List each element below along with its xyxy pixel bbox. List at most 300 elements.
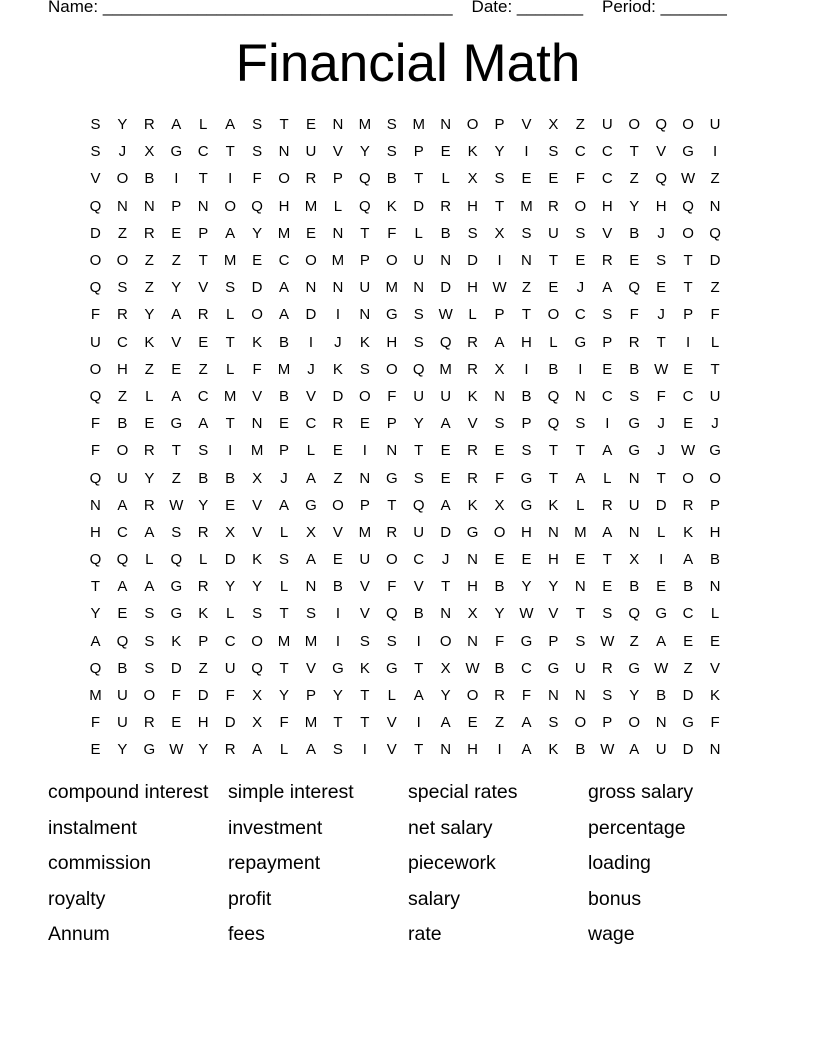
grid-letter[interactable]: M — [223, 252, 237, 270]
grid-letter[interactable]: I — [659, 551, 664, 569]
grid-letter[interactable]: S — [252, 143, 263, 161]
grid-letter[interactable]: O — [493, 523, 506, 541]
grid-letter[interactable]: B — [683, 578, 694, 596]
grid-letter[interactable]: R — [224, 741, 236, 759]
grid-letter[interactable]: N — [628, 469, 640, 487]
grid-letter[interactable]: S — [359, 360, 370, 378]
grid-letter[interactable]: T — [548, 252, 558, 270]
grid-letter[interactable]: B — [144, 170, 155, 188]
grid-letter[interactable]: S — [359, 632, 370, 650]
grid-letter[interactable]: M — [331, 252, 345, 270]
grid-letter[interactable]: A — [305, 741, 316, 759]
grid-letter[interactable]: A — [279, 306, 290, 324]
grid-letter[interactable]: C — [574, 306, 586, 324]
grid-letter[interactable]: K — [467, 387, 478, 405]
grid-letter[interactable]: S — [171, 523, 182, 541]
grid-letter[interactable]: Y — [117, 116, 128, 134]
grid-letter[interactable]: L — [603, 469, 612, 487]
grid-letter[interactable]: A — [305, 469, 316, 487]
grid-letter[interactable]: G — [655, 605, 667, 623]
grid-letter[interactable]: K — [144, 333, 155, 351]
grid-letter[interactable]: U — [359, 551, 371, 569]
grid-letter[interactable]: Y — [198, 741, 209, 759]
grid-letter[interactable]: X — [467, 170, 478, 188]
grid-letter[interactable]: L — [306, 442, 316, 460]
grid-letter[interactable]: Z — [198, 360, 208, 378]
grid-letter[interactable]: T — [575, 442, 585, 460]
grid-letter[interactable]: E — [171, 360, 182, 378]
grid-letter[interactable]: Q — [170, 551, 183, 569]
grid-letter[interactable]: V — [252, 523, 263, 541]
grid-letter[interactable]: X — [494, 360, 505, 378]
grid-letter[interactable]: P — [494, 306, 505, 324]
grid-letter[interactable]: Z — [710, 279, 720, 297]
grid-letter[interactable]: R — [628, 333, 640, 351]
grid-letter[interactable]: C — [224, 632, 236, 650]
grid-letter[interactable]: H — [547, 551, 559, 569]
grid-letter[interactable]: T — [279, 116, 289, 134]
grid-letter[interactable]: B — [440, 224, 451, 242]
grid-letter[interactable]: K — [359, 659, 370, 677]
grid-letter[interactable]: L — [279, 523, 289, 541]
grid-letter[interactable]: P — [710, 496, 721, 514]
grid-letter[interactable]: H — [709, 523, 721, 541]
grid-letter[interactable]: D — [655, 496, 667, 514]
grid-letter[interactable]: Q — [385, 605, 398, 623]
grid-letter[interactable]: H — [197, 714, 209, 732]
grid-letter[interactable]: N — [494, 387, 505, 405]
grid-letter[interactable]: M — [89, 687, 102, 705]
grid-letter[interactable]: X — [252, 714, 263, 732]
grid-letter[interactable]: A — [521, 714, 532, 732]
grid-letter[interactable]: O — [278, 170, 290, 188]
grid-letter[interactable]: G — [466, 523, 479, 541]
grid-letter[interactable]: U — [709, 387, 721, 405]
grid-letter[interactable]: C — [197, 143, 209, 161]
grid-letter[interactable]: X — [305, 523, 316, 541]
grid-letter[interactable]: G — [170, 143, 183, 161]
grid-letter[interactable]: C — [278, 252, 290, 270]
grid-letter[interactable]: E — [440, 143, 451, 161]
grid-letter[interactable]: A — [521, 741, 532, 759]
grid-letter[interactable]: T — [171, 442, 181, 460]
grid-letter[interactable]: C — [116, 333, 128, 351]
grid-letter[interactable]: F — [575, 170, 585, 188]
grid-letter[interactable]: I — [362, 442, 367, 460]
period-blank[interactable]: _______ — [660, 0, 727, 16]
grid-letter[interactable]: B — [629, 578, 640, 596]
grid-letter[interactable]: S — [521, 224, 532, 242]
grid-letter[interactable]: I — [228, 170, 233, 188]
grid-letter[interactable]: H — [521, 333, 532, 351]
grid-letter[interactable]: Q — [412, 496, 425, 514]
grid-letter[interactable]: F — [656, 387, 666, 405]
grid-letter[interactable]: L — [279, 741, 289, 759]
grid-letter[interactable]: F — [387, 578, 397, 596]
grid-letter[interactable]: S — [225, 279, 236, 297]
grid-letter[interactable]: S — [575, 224, 586, 242]
grid-letter[interactable]: L — [199, 551, 208, 569]
grid-letter[interactable]: U — [547, 224, 559, 242]
grid-letter[interactable]: G — [709, 442, 721, 460]
grid-letter[interactable]: O — [116, 442, 129, 460]
grid-letter[interactable]: F — [521, 687, 532, 705]
grid-letter[interactable]: Q — [89, 469, 102, 487]
grid-letter[interactable]: A — [494, 333, 505, 351]
grid-letter[interactable]: J — [657, 224, 665, 242]
grid-letter[interactable]: V — [305, 387, 316, 405]
grid-letter[interactable]: W — [169, 496, 184, 514]
grid-letter[interactable]: C — [601, 143, 613, 161]
grid-letter[interactable]: K — [467, 143, 478, 161]
grid-letter[interactable]: S — [252, 116, 263, 134]
grid-letter[interactable]: G — [305, 496, 317, 514]
grid-letter[interactable]: X — [252, 469, 263, 487]
grid-letter[interactable]: H — [467, 279, 479, 297]
grid-letter[interactable]: D — [332, 387, 344, 405]
grid-letter[interactable]: R — [682, 496, 694, 514]
grid-letter[interactable]: O — [332, 496, 344, 514]
grid-letter[interactable]: P — [494, 116, 505, 134]
grid-letter[interactable]: Z — [144, 252, 154, 270]
grid-letter[interactable]: A — [413, 687, 424, 705]
grid-letter[interactable]: O — [628, 714, 641, 732]
grid-letter[interactable]: C — [601, 387, 613, 405]
grid-letter[interactable]: N — [440, 252, 452, 270]
grid-letter[interactable]: R — [467, 333, 479, 351]
grid-letter[interactable]: U — [116, 714, 128, 732]
grid-letter[interactable]: K — [252, 333, 263, 351]
grid-letter[interactable]: O — [466, 687, 479, 705]
grid-letter[interactable]: N — [197, 197, 209, 215]
grid-letter[interactable]: D — [709, 252, 721, 270]
grid-letter[interactable]: O — [682, 469, 694, 487]
grid-letter[interactable]: E — [629, 252, 640, 270]
grid-letter[interactable]: T — [360, 714, 370, 732]
grid-letter[interactable]: Z — [171, 252, 181, 270]
grid-letter[interactable]: O — [89, 360, 102, 378]
grid-letter[interactable]: F — [90, 714, 101, 732]
grid-letter[interactable]: E — [494, 551, 505, 569]
grid-letter[interactable]: X — [629, 551, 640, 569]
grid-letter[interactable]: H — [386, 333, 398, 351]
grid-letter[interactable]: M — [277, 360, 291, 378]
grid-letter[interactable]: T — [656, 333, 666, 351]
grid-letter[interactable]: E — [198, 333, 209, 351]
grid-letter[interactable]: S — [279, 551, 290, 569]
grid-letter[interactable]: S — [548, 143, 559, 161]
grid-letter[interactable]: O — [682, 116, 694, 134]
grid-letter[interactable]: O — [628, 116, 641, 134]
name-blank[interactable]: _____________________________________ — [102, 0, 453, 16]
grid-letter[interactable]: L — [656, 523, 666, 541]
grid-letter[interactable]: G — [628, 415, 641, 433]
grid-letter[interactable]: Z — [198, 659, 208, 677]
grid-letter[interactable]: L — [710, 605, 720, 623]
grid-letter[interactable]: B — [710, 551, 721, 569]
grid-letter[interactable]: E — [332, 442, 343, 460]
grid-letter[interactable]: T — [494, 197, 505, 215]
grid-letter[interactable]: S — [144, 632, 155, 650]
grid-letter[interactable]: E — [548, 170, 559, 188]
grid-letter[interactable]: P — [279, 442, 290, 460]
grid-letter[interactable]: T — [575, 605, 585, 623]
grid-letter[interactable]: Q — [628, 279, 641, 297]
grid-letter[interactable]: C — [682, 605, 694, 623]
grid-letter[interactable]: K — [198, 605, 209, 623]
grid-letter[interactable]: P — [602, 333, 613, 351]
grid-letter[interactable]: U — [90, 333, 101, 351]
grid-letter[interactable]: E — [602, 360, 613, 378]
grid-letter[interactable]: A — [629, 741, 640, 759]
grid-letter[interactable]: T — [198, 170, 208, 188]
grid-letter[interactable]: S — [494, 415, 505, 433]
grid-letter[interactable]: E — [683, 632, 694, 650]
grid-letter[interactable]: S — [494, 170, 505, 188]
grid-letter[interactable]: B — [279, 333, 290, 351]
grid-letter[interactable]: D — [440, 523, 452, 541]
grid-letter[interactable]: O — [547, 306, 560, 324]
grid-letter[interactable]: A — [225, 116, 236, 134]
grid-letter[interactable]: E — [683, 360, 694, 378]
grid-letter[interactable]: X — [548, 116, 559, 134]
grid-letter[interactable]: Y — [117, 741, 128, 759]
grid-letter[interactable]: F — [90, 442, 101, 460]
grid-letter[interactable]: T — [360, 687, 370, 705]
grid-letter[interactable]: Q — [412, 360, 425, 378]
grid-letter[interactable]: B — [386, 170, 397, 188]
grid-letter[interactable]: K — [548, 741, 559, 759]
grid-letter[interactable]: P — [171, 197, 182, 215]
grid-letter[interactable]: S — [602, 687, 613, 705]
grid-letter[interactable]: G — [574, 333, 587, 351]
grid-letter[interactable]: W — [600, 741, 615, 759]
grid-letter[interactable]: D — [305, 306, 317, 324]
date-blank[interactable]: _______ — [516, 0, 584, 16]
grid-letter[interactable]: Z — [144, 360, 154, 378]
grid-letter[interactable]: A — [117, 496, 128, 514]
grid-letter[interactable]: V — [305, 659, 316, 677]
grid-letter[interactable]: Q — [628, 605, 641, 623]
grid-letter[interactable]: T — [710, 360, 720, 378]
grid-letter[interactable]: H — [467, 578, 479, 596]
grid-letter[interactable]: G — [628, 659, 641, 677]
grid-letter[interactable]: K — [548, 496, 559, 514]
grid-letter[interactable]: R — [601, 659, 613, 677]
grid-letter[interactable]: G — [547, 659, 560, 677]
grid-letter[interactable]: U — [413, 387, 425, 405]
grid-letter[interactable]: V — [252, 496, 263, 514]
grid-letter[interactable]: N — [574, 687, 586, 705]
grid-letter[interactable]: Q — [709, 224, 721, 242]
grid-letter[interactable]: T — [683, 252, 693, 270]
grid-letter[interactable]: Y — [440, 687, 451, 705]
grid-letter[interactable]: B — [117, 415, 128, 433]
grid-letter[interactable]: Y — [171, 279, 182, 297]
grid-letter[interactable]: A — [117, 578, 128, 596]
grid-letter[interactable]: G — [682, 714, 694, 732]
grid-letter[interactable]: A — [252, 741, 263, 759]
grid-letter[interactable]: M — [358, 116, 372, 134]
grid-letter[interactable]: T — [225, 333, 235, 351]
grid-letter[interactable]: R — [601, 252, 613, 270]
grid-letter[interactable]: E — [171, 714, 182, 732]
grid-letter[interactable]: W — [600, 632, 615, 650]
grid-letter[interactable]: L — [225, 306, 235, 324]
grid-letter[interactable]: N — [116, 197, 128, 215]
grid-letter[interactable]: S — [602, 605, 613, 623]
grid-letter[interactable]: M — [250, 442, 264, 460]
grid-letter[interactable]: S — [467, 224, 478, 242]
grid-letter[interactable]: G — [385, 306, 398, 324]
grid-letter[interactable]: W — [654, 360, 669, 378]
grid-letter[interactable]: P — [305, 687, 316, 705]
grid-letter[interactable]: W — [654, 659, 669, 677]
grid-letter[interactable]: S — [305, 605, 316, 623]
grid-letter[interactable]: V — [90, 170, 101, 188]
grid-letter[interactable]: A — [225, 224, 236, 242]
grid-letter[interactable]: T — [387, 496, 397, 514]
grid-letter[interactable]: X — [494, 224, 505, 242]
grid-letter[interactable]: N — [332, 224, 344, 242]
grid-letter[interactable]: N — [628, 523, 640, 541]
grid-letter[interactable]: O — [574, 714, 587, 732]
grid-letter[interactable]: P — [359, 252, 370, 270]
grid-letter[interactable]: I — [524, 143, 529, 161]
grid-letter[interactable]: Z — [575, 116, 585, 134]
grid-letter[interactable]: S — [252, 605, 263, 623]
grid-letter[interactable]: S — [413, 333, 424, 351]
grid-letter[interactable]: O — [439, 632, 452, 650]
grid-letter[interactable]: S — [602, 306, 613, 324]
grid-letter[interactable]: S — [90, 116, 101, 134]
grid-letter[interactable]: A — [171, 116, 182, 134]
grid-letter[interactable]: T — [414, 659, 424, 677]
grid-letter[interactable]: C — [413, 551, 425, 569]
grid-letter[interactable]: C — [574, 143, 586, 161]
grid-letter[interactable]: L — [145, 387, 154, 405]
grid-letter[interactable]: J — [307, 360, 315, 378]
grid-letter[interactable]: D — [224, 551, 236, 569]
grid-letter[interactable]: R — [143, 442, 155, 460]
grid-letter[interactable]: G — [143, 741, 156, 759]
grid-letter[interactable]: E — [279, 415, 290, 433]
grid-letter[interactable]: M — [520, 197, 533, 215]
grid-letter[interactable]: C — [305, 415, 317, 433]
grid-letter[interactable]: J — [657, 415, 665, 433]
grid-letter[interactable]: J — [280, 469, 288, 487]
grid-letter[interactable]: R — [547, 197, 559, 215]
grid-letter[interactable]: E — [683, 415, 694, 433]
grid-letter[interactable]: P — [198, 224, 209, 242]
grid-letter[interactable]: Z — [629, 632, 639, 650]
grid-letter[interactable]: N — [655, 714, 667, 732]
grid-letter[interactable]: P — [332, 170, 343, 188]
grid-letter[interactable]: V — [602, 224, 613, 242]
grid-letter[interactable]: G — [385, 469, 398, 487]
grid-letter[interactable]: I — [497, 252, 502, 270]
grid-letter[interactable]: Z — [710, 170, 720, 188]
grid-letter[interactable]: R — [332, 415, 344, 433]
grid-letter[interactable]: R — [143, 714, 155, 732]
grid-letter[interactable]: C — [682, 387, 694, 405]
grid-letter[interactable]: H — [90, 523, 101, 541]
grid-letter[interactable]: X — [467, 605, 478, 623]
grid-letter[interactable]: Q — [116, 551, 129, 569]
grid-letter[interactable]: L — [225, 360, 235, 378]
grid-letter[interactable]: B — [279, 387, 290, 405]
grid-letter[interactable]: N — [413, 279, 425, 297]
grid-letter[interactable]: N — [90, 496, 101, 514]
grid-letter[interactable]: S — [656, 252, 667, 270]
grid-letter[interactable]: O — [89, 252, 102, 270]
grid-letter[interactable]: L — [414, 224, 423, 242]
grid-letter[interactable]: V — [359, 578, 370, 596]
grid-letter[interactable]: V — [386, 714, 397, 732]
grid-letter[interactable]: L — [199, 116, 208, 134]
grid-letter[interactable]: F — [252, 170, 262, 188]
grid-letter[interactable]: T — [414, 442, 424, 460]
grid-letter[interactable]: S — [629, 387, 640, 405]
grid-letter[interactable]: V — [171, 333, 182, 351]
grid-letter[interactable]: L — [710, 333, 720, 351]
grid-letter[interactable]: Y — [494, 605, 505, 623]
grid-letter[interactable]: L — [387, 687, 396, 705]
grid-letter[interactable]: E — [225, 496, 236, 514]
grid-letter[interactable]: O — [359, 387, 371, 405]
grid-letter[interactable]: T — [90, 578, 101, 596]
grid-letter[interactable]: X — [225, 523, 236, 541]
grid-letter[interactable]: P — [359, 496, 370, 514]
grid-letter[interactable]: V — [252, 387, 263, 405]
grid-letter[interactable]: A — [683, 551, 694, 569]
grid-letter[interactable]: E — [144, 415, 155, 433]
grid-letter[interactable]: U — [709, 116, 721, 134]
grid-letter[interactable]: Z — [683, 659, 693, 677]
grid-letter[interactable]: M — [574, 523, 587, 541]
grid-letter[interactable]: G — [520, 469, 533, 487]
word-search-grid[interactable] — [82, 111, 742, 764]
grid-letter[interactable]: W — [681, 170, 696, 188]
grid-letter[interactable]: Y — [252, 224, 263, 242]
grid-letter[interactable]: F — [387, 224, 397, 242]
grid-letter[interactable]: H — [116, 360, 128, 378]
grid-letter[interactable]: Q — [89, 659, 102, 677]
grid-letter[interactable]: I — [416, 632, 421, 650]
grid-letter[interactable]: J — [711, 415, 719, 433]
grid-letter[interactable]: N — [709, 578, 721, 596]
grid-letter[interactable]: F — [710, 306, 720, 324]
grid-letter[interactable]: U — [413, 523, 425, 541]
grid-letter[interactable]: N — [467, 632, 479, 650]
grid-letter[interactable]: Y — [144, 306, 155, 324]
grid-letter[interactable]: F — [710, 714, 720, 732]
grid-letter[interactable]: U — [224, 659, 236, 677]
grid-letter[interactable]: P — [413, 143, 424, 161]
grid-letter[interactable]: O — [116, 252, 129, 270]
grid-letter[interactable]: E — [467, 714, 478, 732]
grid-letter[interactable]: H — [521, 523, 532, 541]
grid-letter[interactable]: Z — [521, 279, 532, 297]
grid-letter[interactable]: A — [440, 415, 451, 433]
grid-letter[interactable]: T — [414, 741, 424, 759]
grid-letter[interactable]: B — [548, 360, 559, 378]
grid-letter[interactable]: Y — [548, 578, 559, 596]
grid-letter[interactable]: Q — [89, 551, 102, 569]
grid-letter[interactable]: K — [386, 197, 397, 215]
grid-letter[interactable]: Q — [89, 197, 102, 215]
grid-letter[interactable]: X — [494, 496, 505, 514]
